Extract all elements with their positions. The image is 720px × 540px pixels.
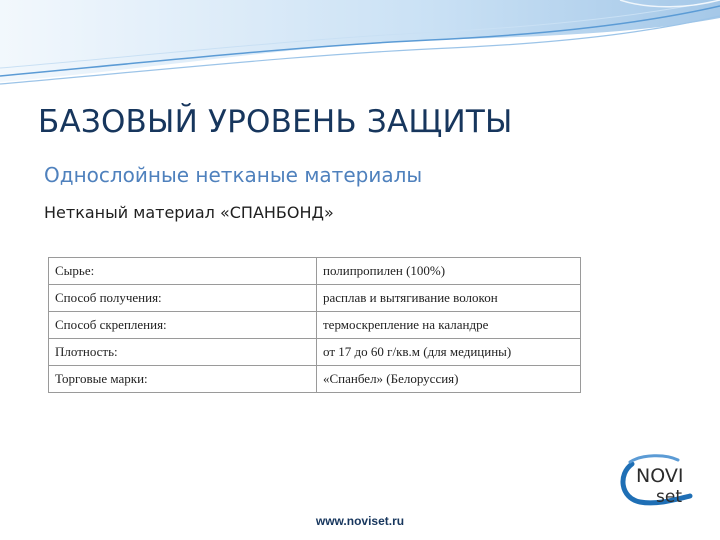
spec-value: расплав и вытягивание волокон	[317, 285, 581, 312]
specs-table	[48, 257, 581, 393]
table-row	[49, 285, 581, 312]
table-row	[49, 312, 581, 339]
spec-value: «Спанбел» (Белоруссия)	[317, 366, 581, 393]
table-row	[49, 339, 581, 366]
website-link[interactable]: www.noviset.ru	[315, 514, 405, 528]
spec-label: Способ получения:	[49, 285, 317, 312]
spec-label: Способ скрепления:	[49, 312, 317, 339]
spec-label: Торговые марки:	[49, 366, 317, 393]
logo-word-set: set	[656, 487, 682, 507]
table-row	[49, 366, 581, 393]
spec-value: от 17 до 60 г/кв.м (для медицины)	[317, 339, 581, 366]
header-wave-decoration	[0, 0, 720, 90]
spec-label: Плотность:	[49, 339, 317, 366]
noviset-logo	[616, 452, 700, 512]
spec-value: термоскрепление на каландре	[317, 312, 581, 339]
spec-label: Сырье:	[49, 258, 317, 285]
slide-subtitle: Однослойные нетканые материалы	[44, 163, 423, 187]
table-row	[49, 258, 581, 285]
spec-value: полипропилен (100%)	[317, 258, 581, 285]
material-heading: Нетканый материал «СПАНБОНД»	[44, 203, 334, 222]
slide-title: БАЗОВЫЙ УРОВЕНЬ ЗАЩИТЫ	[38, 104, 513, 140]
logo-word-novi: NOVI	[636, 465, 684, 487]
